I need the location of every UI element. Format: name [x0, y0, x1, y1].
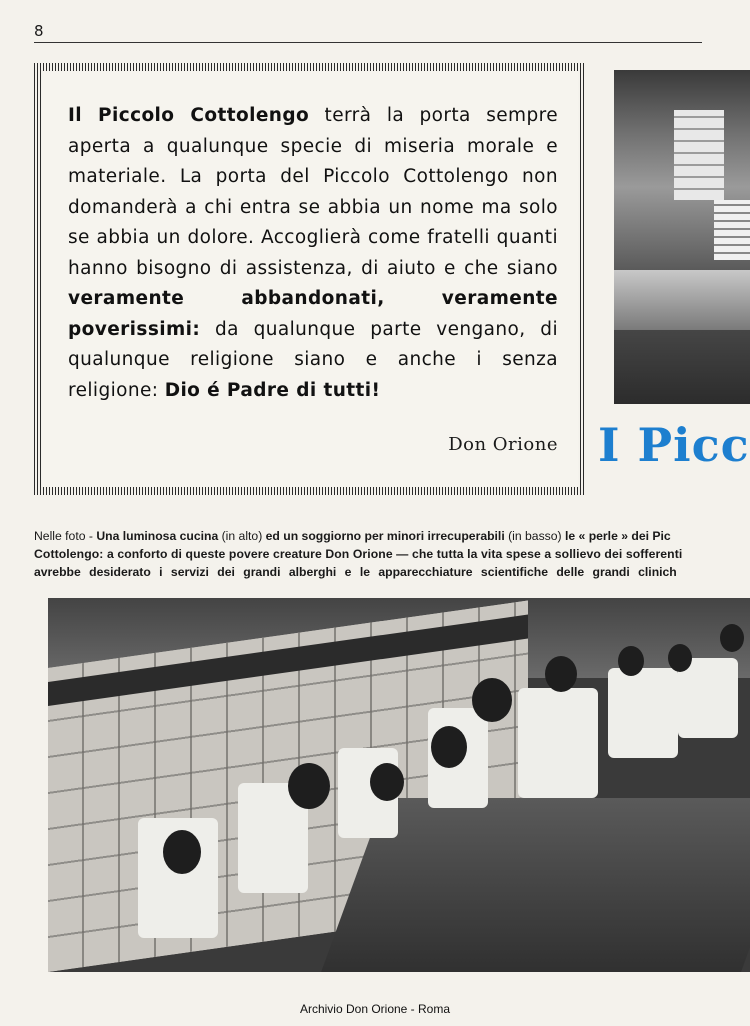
- caption-line-3: avrebbe desiderato i servizi dei grandi alberghi e le apparecchiature scientifiche delle grandi clinich: [34, 565, 677, 579]
- photo-caption: [34, 527, 750, 581]
- chair: [678, 658, 738, 738]
- caption-bold-b: ed un soggiorno per minori irrecuperabili: [265, 529, 505, 543]
- caption-bold-a: Una luminosa cucina: [96, 529, 219, 543]
- quote-bold-1: Il Piccolo Cottolengo: [68, 105, 310, 126]
- kitchen-vent: [714, 200, 750, 260]
- header-rule: [34, 42, 702, 43]
- caption-plain-b: (in basso): [504, 529, 565, 543]
- caption-plain-a: (in alto): [218, 529, 266, 543]
- quote-bold-2: veramente abbandonati, veramente poverissimi:: [68, 288, 558, 340]
- chair: [608, 668, 678, 758]
- quote-frame: [34, 63, 586, 495]
- kitchen-photo: [614, 70, 750, 404]
- caption-intro: Nelle foto -: [34, 529, 97, 543]
- quote-text: [68, 101, 558, 406]
- archive-credit: Archivio Don Orione - Roma: [299, 1002, 451, 1016]
- child-figure: [370, 763, 404, 801]
- child-figure: [163, 830, 201, 874]
- quote-body-1: terrà la porta sempre aperta a qualunque specie di miseria morale e materiale. La porta del Piccolo Cottolengo non domanderà a chi entra se abbia un nome ma solo se abbia un dolore. Accoglierà come fratelli quanti hanno bisogno di assistenza, di aiuto e che siano: [68, 105, 558, 279]
- child-figure: [668, 644, 692, 672]
- page-number: 8: [34, 22, 44, 40]
- caption-line-2: Cottolengo: a conforto di queste povere creature Don Orione — che tutta la vita spese a sollievo dei sofferenti: [34, 547, 683, 561]
- quote-panel: [42, 71, 578, 487]
- child-figure: [288, 763, 330, 809]
- kitchen-counter: [614, 270, 750, 330]
- room-photo: [48, 598, 750, 972]
- article-headline: I Picc: [598, 418, 750, 472]
- chair: [518, 688, 598, 798]
- child-figure: [720, 624, 744, 652]
- child-figure: [545, 656, 577, 692]
- kitchen-window: [674, 110, 724, 200]
- child-figure: [618, 646, 644, 676]
- caption-bold-c: le « perle » dei Pic: [565, 529, 671, 543]
- quote-bold-3: Dio é Padre di tutti!: [164, 379, 381, 401]
- caption-line-1: [34, 527, 750, 545]
- child-figure: [431, 726, 467, 768]
- child-figure: [472, 678, 512, 722]
- quote-signature: Don Orione: [448, 434, 558, 455]
- quote-body-2: da qualunque parte vengano, di qualunque religione siano e anche i senza religione:: [68, 318, 558, 401]
